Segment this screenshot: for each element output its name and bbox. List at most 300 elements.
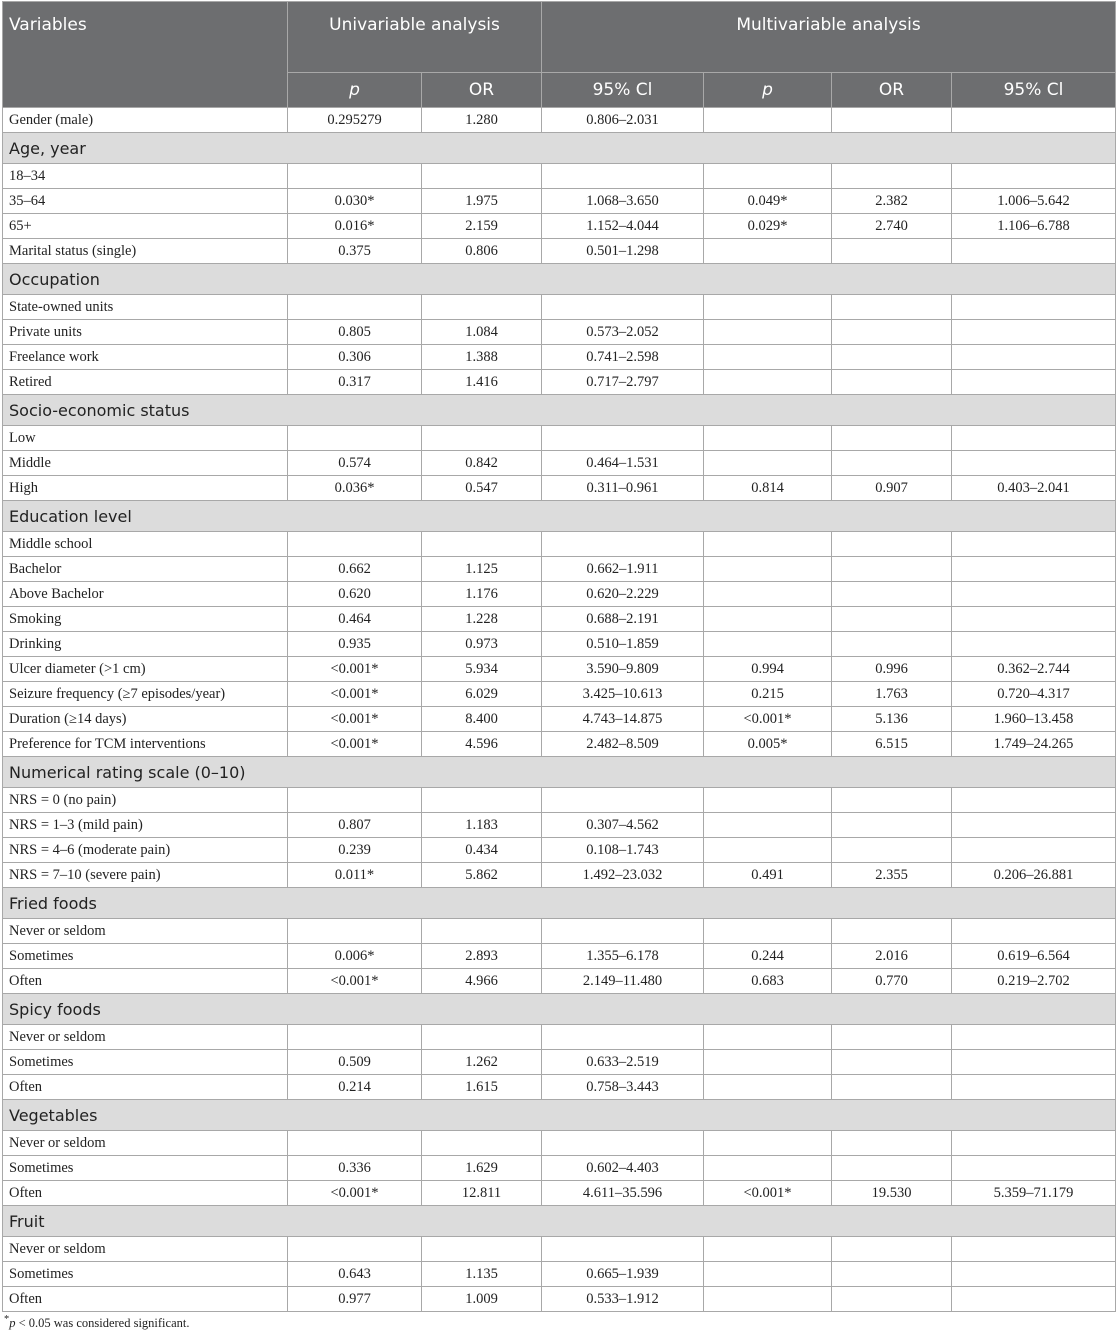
table-cell <box>952 164 1116 189</box>
table-cell <box>704 1287 832 1312</box>
table-cell: 0.643 <box>288 1262 422 1287</box>
table-cell <box>952 1262 1116 1287</box>
table-cell: 1.388 <box>422 345 542 370</box>
table-row <box>3 1131 1116 1156</box>
table-cell: 1.975 <box>422 189 542 214</box>
table-cell <box>704 1237 832 1262</box>
table-cell <box>704 164 832 189</box>
table-cell <box>952 632 1116 657</box>
section-row <box>3 133 1116 164</box>
table-cell <box>952 108 1116 133</box>
table-row <box>3 607 1116 632</box>
table-cell: 0.011* <box>288 863 422 888</box>
table-row <box>3 969 1116 994</box>
table-cell: 5.359–71.179 <box>952 1181 1116 1206</box>
table-cell: 1.106–6.788 <box>952 214 1116 239</box>
table-cell <box>832 426 952 451</box>
table-cell: 0.665–1.939 <box>542 1262 704 1287</box>
table-cell <box>542 1025 704 1050</box>
table-cell <box>832 370 952 395</box>
row-label: Often <box>3 1181 288 1206</box>
table-row <box>3 1181 1116 1206</box>
table-cell <box>704 1131 832 1156</box>
table-cell: <0.001* <box>288 1181 422 1206</box>
table-cell: 2.382 <box>832 189 952 214</box>
table-cell <box>832 788 952 813</box>
table-cell: 0.108–1.743 <box>542 838 704 863</box>
table-cell: 1.960–13.458 <box>952 707 1116 732</box>
subheader-uni-or: OR <box>422 73 542 108</box>
table-cell <box>952 607 1116 632</box>
table-cell: 0.030* <box>288 189 422 214</box>
table-cell <box>542 1131 704 1156</box>
row-label: Freelance work <box>3 345 288 370</box>
row-label: Ulcer diameter (>1 cm) <box>3 657 288 682</box>
row-label: Smoking <box>3 607 288 632</box>
row-label: Sometimes <box>3 944 288 969</box>
table-cell <box>422 426 542 451</box>
table-cell: 2.016 <box>832 944 952 969</box>
table-cell <box>952 582 1116 607</box>
footnote: *p < 0.05 was considered significant. <box>4 1314 190 1331</box>
table-cell: 0.770 <box>832 969 952 994</box>
table-body <box>3 108 1116 1312</box>
table-row <box>3 164 1116 189</box>
table-cell <box>542 788 704 813</box>
table-row <box>3 1156 1116 1181</box>
table-cell: 0.633–2.519 <box>542 1050 704 1075</box>
table-cell <box>422 1025 542 1050</box>
table-cell <box>952 1131 1116 1156</box>
row-label: State-owned units <box>3 295 288 320</box>
table-cell <box>288 164 422 189</box>
table-cell <box>832 451 952 476</box>
row-label: 35–64 <box>3 189 288 214</box>
row-label: Middle <box>3 451 288 476</box>
table-row <box>3 788 1116 813</box>
table-cell: 0.464–1.531 <box>542 451 704 476</box>
table-cell: <0.001* <box>288 969 422 994</box>
table-cell <box>704 838 832 863</box>
table-cell <box>422 1131 542 1156</box>
table-cell <box>952 1287 1116 1312</box>
table-cell <box>704 426 832 451</box>
table-cell: 0.509 <box>288 1050 422 1075</box>
table-cell: 0.362–2.744 <box>952 657 1116 682</box>
subheader-multi-or: OR <box>832 73 952 108</box>
table-row <box>3 426 1116 451</box>
table-cell: 0.574 <box>288 451 422 476</box>
table-cell <box>832 1025 952 1050</box>
row-label: Never or seldom <box>3 1237 288 1262</box>
table-cell <box>952 426 1116 451</box>
row-label: 18–34 <box>3 164 288 189</box>
table-cell: 0.295279 <box>288 108 422 133</box>
table-cell: 0.006* <box>288 944 422 969</box>
table-cell <box>832 1237 952 1262</box>
table-cell: 0.306 <box>288 345 422 370</box>
row-label: Low <box>3 426 288 451</box>
section-row <box>3 1100 1116 1131</box>
table-cell: 0.547 <box>422 476 542 501</box>
table-cell <box>704 1262 832 1287</box>
table-cell: 0.805 <box>288 320 422 345</box>
section-label: Numerical rating scale (0–10) <box>3 757 1116 788</box>
table-cell: 2.149–11.480 <box>542 969 704 994</box>
table-cell: 0.994 <box>704 657 832 682</box>
table-cell <box>542 532 704 557</box>
table-cell: 1.068–3.650 <box>542 189 704 214</box>
table-cell: 0.662–1.911 <box>542 557 704 582</box>
table-cell <box>832 295 952 320</box>
row-label: Retired <box>3 370 288 395</box>
table-cell: 4.966 <box>422 969 542 994</box>
table-cell: 0.973 <box>422 632 542 657</box>
table-cell: 1.084 <box>422 320 542 345</box>
table-cell <box>704 320 832 345</box>
table-cell <box>422 295 542 320</box>
table-cell: 1.416 <box>422 370 542 395</box>
table-cell <box>832 919 952 944</box>
row-label: Sometimes <box>3 1050 288 1075</box>
table-cell <box>952 919 1116 944</box>
table-cell: 0.219–2.702 <box>952 969 1116 994</box>
row-label: NRS = 0 (no pain) <box>3 788 288 813</box>
table-cell: 0.977 <box>288 1287 422 1312</box>
table-row <box>3 476 1116 501</box>
regression-table <box>2 1 1116 1312</box>
row-label: Middle school <box>3 532 288 557</box>
section-row <box>3 395 1116 426</box>
table-cell: 2.159 <box>422 214 542 239</box>
section-label: Spicy foods <box>3 994 1116 1025</box>
table-cell <box>832 164 952 189</box>
table-cell <box>952 788 1116 813</box>
table-cell: 1.280 <box>422 108 542 133</box>
table-cell: 0.375 <box>288 239 422 264</box>
section-label: Occupation <box>3 264 1116 295</box>
row-label: Duration (≥14 days) <box>3 707 288 732</box>
table-cell <box>288 532 422 557</box>
section-label: Education level <box>3 501 1116 532</box>
header-univariable: Univariable analysis <box>288 2 542 73</box>
row-label: Sometimes <box>3 1156 288 1181</box>
row-label: NRS = 4–6 (moderate pain) <box>3 838 288 863</box>
table-cell: 1.763 <box>832 682 952 707</box>
table-cell: 0.307–4.562 <box>542 813 704 838</box>
table-cell <box>288 295 422 320</box>
table-cell <box>704 451 832 476</box>
table-cell <box>704 1075 832 1100</box>
subheader-multi-p: p <box>704 73 832 108</box>
row-label: Above Bachelor <box>3 582 288 607</box>
table-cell: 0.049* <box>704 189 832 214</box>
row-label: Never or seldom <box>3 1131 288 1156</box>
table-cell: 0.005* <box>704 732 832 757</box>
row-label: Bachelor <box>3 557 288 582</box>
table-cell: 2.893 <box>422 944 542 969</box>
table-cell: 0.311–0.961 <box>542 476 704 501</box>
table-cell: 0.806 <box>422 239 542 264</box>
table-cell <box>704 1156 832 1181</box>
row-label: Marital status (single) <box>3 239 288 264</box>
section-row <box>3 757 1116 788</box>
table-cell <box>422 164 542 189</box>
table-cell: 1.125 <box>422 557 542 582</box>
table-cell <box>952 557 1116 582</box>
table-cell: <0.001* <box>704 707 832 732</box>
table-cell: 12.811 <box>422 1181 542 1206</box>
table-cell: 0.662 <box>288 557 422 582</box>
table-cell <box>832 239 952 264</box>
table-cell: 0.215 <box>704 682 832 707</box>
table-cell <box>832 632 952 657</box>
table-cell: 1.492–23.032 <box>542 863 704 888</box>
table-cell <box>832 345 952 370</box>
row-label: 65+ <box>3 214 288 239</box>
table-cell <box>832 320 952 345</box>
table-cell: 1.228 <box>422 607 542 632</box>
table-row <box>3 214 1116 239</box>
table-cell: 0.807 <box>288 813 422 838</box>
table-cell: 5.934 <box>422 657 542 682</box>
table-cell: 0.619–6.564 <box>952 944 1116 969</box>
table-cell <box>952 239 1116 264</box>
table-cell <box>704 295 832 320</box>
table-cell: 5.862 <box>422 863 542 888</box>
table-cell: 0.501–1.298 <box>542 239 704 264</box>
table-cell <box>832 607 952 632</box>
table-cell <box>704 532 832 557</box>
table-cell: 0.602–4.403 <box>542 1156 704 1181</box>
table-row <box>3 239 1116 264</box>
table-cell <box>288 919 422 944</box>
section-row <box>3 888 1116 919</box>
table-cell: 0.806–2.031 <box>542 108 704 133</box>
table-cell: 6.515 <box>832 732 952 757</box>
table-cell <box>832 1262 952 1287</box>
row-label: High <box>3 476 288 501</box>
section-row <box>3 1206 1116 1237</box>
table-cell <box>704 239 832 264</box>
table-cell: 2.740 <box>832 214 952 239</box>
subheader-uni-ci: 95% Cl <box>542 73 704 108</box>
table-cell <box>832 1050 952 1075</box>
table-cell <box>704 1050 832 1075</box>
table-cell: <0.001* <box>288 707 422 732</box>
table-cell: 4.611–35.596 <box>542 1181 704 1206</box>
table-cell <box>952 532 1116 557</box>
row-label: Never or seldom <box>3 919 288 944</box>
table-cell <box>704 813 832 838</box>
table-cell: 1.135 <box>422 1262 542 1287</box>
table-cell <box>832 557 952 582</box>
table-row <box>3 944 1116 969</box>
table-cell <box>952 813 1116 838</box>
table-cell <box>832 582 952 607</box>
row-label: Private units <box>3 320 288 345</box>
table-cell: 1.009 <box>422 1287 542 1312</box>
table-cell: 2.355 <box>832 863 952 888</box>
table-row <box>3 682 1116 707</box>
table-row <box>3 189 1116 214</box>
table-cell: <0.001* <box>288 682 422 707</box>
row-label: Sometimes <box>3 1262 288 1287</box>
table-row <box>3 557 1116 582</box>
table-row <box>3 295 1116 320</box>
row-label: Often <box>3 1287 288 1312</box>
table-row <box>3 1237 1116 1262</box>
table-cell <box>952 1050 1116 1075</box>
table-cell: 0.016* <box>288 214 422 239</box>
table-row <box>3 813 1116 838</box>
table-cell: 0.403–2.041 <box>952 476 1116 501</box>
table-cell <box>422 788 542 813</box>
row-label: Seizure frequency (≥7 episodes/year) <box>3 682 288 707</box>
table-cell: 0.620 <box>288 582 422 607</box>
table-cell <box>952 295 1116 320</box>
table-cell: 4.596 <box>422 732 542 757</box>
table-cell: 0.244 <box>704 944 832 969</box>
table-cell <box>704 788 832 813</box>
row-label: Preference for TCM interventions <box>3 732 288 757</box>
table-cell: 1.629 <box>422 1156 542 1181</box>
section-label: Fruit <box>3 1206 1116 1237</box>
table-cell <box>704 607 832 632</box>
table-row <box>3 863 1116 888</box>
table-row <box>3 108 1116 133</box>
row-label: NRS = 7–10 (severe pain) <box>3 863 288 888</box>
table-cell <box>952 345 1116 370</box>
table-row <box>3 451 1116 476</box>
table-cell: 0.717–2.797 <box>542 370 704 395</box>
table-cell: <0.001* <box>704 1181 832 1206</box>
table-cell <box>542 164 704 189</box>
row-label: Gender (male) <box>3 108 288 133</box>
table-cell <box>704 345 832 370</box>
table-cell: 0.036* <box>288 476 422 501</box>
table-row <box>3 657 1116 682</box>
table-cell <box>832 838 952 863</box>
table-cell <box>542 919 704 944</box>
table-row <box>3 582 1116 607</box>
table-cell <box>704 1025 832 1050</box>
table-cell <box>542 295 704 320</box>
table-cell: <0.001* <box>288 657 422 682</box>
table-cell <box>422 1237 542 1262</box>
table-cell: 4.743–14.875 <box>542 707 704 732</box>
table-cell: 1.355–6.178 <box>542 944 704 969</box>
table-row <box>3 919 1116 944</box>
row-label: Never or seldom <box>3 1025 288 1050</box>
table-cell: <0.001* <box>288 732 422 757</box>
row-label: NRS = 1–3 (mild pain) <box>3 813 288 838</box>
table-cell: 1.615 <box>422 1075 542 1100</box>
table-cell <box>288 1025 422 1050</box>
section-label: Socio-economic status <box>3 395 1116 426</box>
table-cell: 3.425–10.613 <box>542 682 704 707</box>
table-cell <box>952 838 1116 863</box>
table-row <box>3 370 1116 395</box>
table-cell: 0.620–2.229 <box>542 582 704 607</box>
table-cell: 3.590–9.809 <box>542 657 704 682</box>
table-cell <box>952 320 1116 345</box>
table-cell: 1.183 <box>422 813 542 838</box>
table-cell: 5.136 <box>832 707 952 732</box>
table-cell: 0.206–26.881 <box>952 863 1116 888</box>
table-cell <box>832 1156 952 1181</box>
table-cell <box>704 370 832 395</box>
table-cell <box>832 532 952 557</box>
table-cell <box>288 426 422 451</box>
table-cell: 0.029* <box>704 214 832 239</box>
table-cell: 1.176 <box>422 582 542 607</box>
table-row <box>3 1050 1116 1075</box>
table-cell: 0.758–3.443 <box>542 1075 704 1100</box>
table-row <box>3 1262 1116 1287</box>
table-cell: 0.434 <box>422 838 542 863</box>
table-cell: 0.533–1.912 <box>542 1287 704 1312</box>
subheader-uni-p: p <box>288 73 422 108</box>
table-row <box>3 320 1116 345</box>
table-cell: 0.491 <box>704 863 832 888</box>
section-label: Vegetables <box>3 1100 1116 1131</box>
table-row <box>3 632 1116 657</box>
section-label: Age, year <box>3 133 1116 164</box>
row-label: Drinking <box>3 632 288 657</box>
table-cell <box>422 919 542 944</box>
table-cell <box>422 532 542 557</box>
subheader-multi-ci: 95% Cl <box>952 73 1116 108</box>
header-variables: Variables <box>3 2 288 108</box>
table-cell: 8.400 <box>422 707 542 732</box>
table-cell: 1.006–5.642 <box>952 189 1116 214</box>
table-cell <box>952 1025 1116 1050</box>
table-cell: 0.239 <box>288 838 422 863</box>
table-cell <box>952 451 1116 476</box>
section-label: Fried foods <box>3 888 1116 919</box>
table-cell: 1.152–4.044 <box>542 214 704 239</box>
table-cell: 0.842 <box>422 451 542 476</box>
table-cell <box>952 370 1116 395</box>
table-row <box>3 1075 1116 1100</box>
table-cell: 0.814 <box>704 476 832 501</box>
table-cell: 0.214 <box>288 1075 422 1100</box>
section-row <box>3 264 1116 295</box>
table-cell <box>704 108 832 133</box>
table-cell: 0.317 <box>288 370 422 395</box>
table-row <box>3 1025 1116 1050</box>
table-cell <box>288 1237 422 1262</box>
table-cell: 0.573–2.052 <box>542 320 704 345</box>
table-row <box>3 1287 1116 1312</box>
table-cell <box>952 1156 1116 1181</box>
table-row <box>3 345 1116 370</box>
table-cell <box>952 1075 1116 1100</box>
table-cell: 0.336 <box>288 1156 422 1181</box>
table-cell <box>288 788 422 813</box>
table-cell: 0.935 <box>288 632 422 657</box>
table-cell: 0.996 <box>832 657 952 682</box>
table-cell <box>832 1287 952 1312</box>
table-cell: 0.683 <box>704 969 832 994</box>
table-cell <box>704 582 832 607</box>
table-cell: 1.749–24.265 <box>952 732 1116 757</box>
table-cell: 0.907 <box>832 476 952 501</box>
table-row <box>3 732 1116 757</box>
header-multivariable: Multivariable analysis <box>542 2 1116 73</box>
table-header <box>3 2 1116 108</box>
